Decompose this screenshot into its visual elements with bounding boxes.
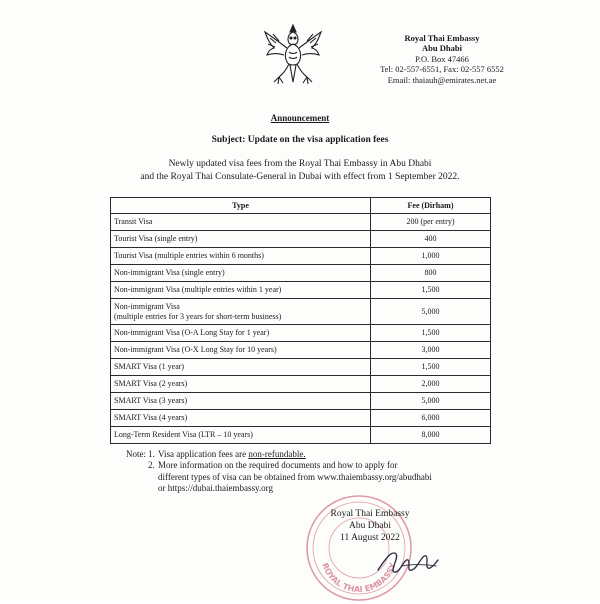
note-2-line-1: More information on the required documents and how to apply for [158, 460, 398, 471]
note-2-line-3: or https://dubai.thaiembassy.org [158, 483, 273, 494]
signature-date: 11 August 2022 [340, 533, 400, 543]
column-header-type: Type [111, 198, 371, 214]
visa-type-cell: Non-immigrant Visa (single entry) [111, 265, 371, 282]
table-row [111, 231, 491, 248]
header-organization: Royal Thai Embassy [404, 33, 480, 43]
note-1-text-start: Visa application fees are [158, 449, 249, 459]
handwritten-signature-icon [372, 540, 442, 580]
note-1 [126, 449, 466, 460]
visa-fee-cell: 6,000 [371, 410, 491, 427]
notes-section [126, 449, 466, 495]
visa-type-cell [111, 299, 371, 325]
note-2-number: 2. [148, 460, 155, 471]
column-header-fee: Fee (Dirham) [371, 198, 491, 214]
subject-line: Subject: Update on the visa application fees [211, 135, 389, 145]
header-city: Abu Dhabi [422, 43, 462, 54]
table-row [111, 393, 491, 410]
table-row [111, 376, 491, 393]
visa-type-cell: Non-immigrant Visa (O-A Long Stay for 1 year) [111, 325, 371, 342]
visa-type-cell: Non-immigrant Visa (O-X Long Stay for 10 years) [111, 342, 371, 359]
note-2-line-2: different types of visa can be obtained from www.thaiembassy.org/abudhabi [158, 471, 432, 482]
table-row [111, 299, 491, 325]
visa-fee-cell: 400 [371, 231, 491, 248]
table-row [111, 265, 491, 282]
visa-fee-cell: 5,000 [371, 299, 491, 325]
visa-fee-cell: 5,000 [371, 393, 491, 410]
intro-line-1: Newly updated visa fees from the Royal Thai Embassy in Abu Dhabi [168, 159, 432, 169]
embassy-header [352, 33, 532, 85]
table-header-row [111, 198, 491, 214]
table-row [111, 248, 491, 265]
table-row [111, 325, 491, 342]
table-row [111, 410, 491, 427]
note-1-text [158, 449, 306, 460]
visa-type-cell: Transit Visa [111, 214, 371, 231]
visa-fee-cell: 200 (per entry) [371, 214, 491, 231]
visa-fee-cell: 1,500 [371, 325, 491, 342]
visa-type-line-2: (multiple entries for 3 years for short-term business) [114, 311, 282, 321]
intro-paragraph [100, 158, 500, 183]
announcement-title [0, 113, 600, 123]
visa-fee-cell: 3,000 [371, 342, 491, 359]
table-row [111, 359, 491, 376]
table-row [111, 342, 491, 359]
intro-line-2: and the Royal Thai Consulate-General in Dubai with effect from 1 September 2022. [140, 171, 460, 182]
visa-fee-cell: 800 [371, 265, 491, 282]
header-tel-fax: Tel: 02-557-6551, Fax: 02-557 6552 [380, 64, 504, 75]
visa-type-cell: SMART Visa (2 years) [111, 376, 371, 393]
stamp-text: ROYAL THAI EMBASSY [320, 561, 398, 595]
note-2 [126, 460, 466, 471]
table-row [111, 427, 491, 444]
header-po-box: P.O. Box 47466 [415, 53, 469, 64]
garuda-emblem-icon [262, 22, 324, 88]
visa-type-cell: Tourist Visa (multiple entries within 6 months) [111, 248, 371, 265]
notes-label: Note: [126, 449, 146, 459]
visa-fee-table [110, 197, 491, 444]
note-1-underlined: non-refundable. [248, 449, 306, 459]
header-email: Email: thaiauh@emirates.net.ae [387, 74, 497, 85]
signature-city: Abu Dhabi [349, 521, 391, 531]
visa-type-cell: SMART Visa (3 years) [111, 393, 371, 410]
visa-type-cell: Long-Term Resident Visa (LTR – 10 years) [111, 427, 371, 444]
visa-type-line-1: Non-immigrant Visa [114, 302, 180, 311]
note-1-number: 1. [148, 449, 155, 459]
table-row [111, 282, 491, 299]
visa-fee-cell: 1,500 [371, 359, 491, 376]
table-row [111, 214, 491, 231]
announcement-title-text: Announcement [270, 113, 330, 123]
visa-type-cell: SMART Visa (1 year) [111, 359, 371, 376]
visa-type-cell: Non-immigrant Visa (multiple entries within 1 year) [111, 282, 371, 299]
visa-fee-cell: 2,000 [371, 376, 491, 393]
signature-organization: Royal Thai Embassy [330, 509, 410, 519]
visa-fee-cell: 1,500 [371, 282, 491, 299]
signature-block [300, 508, 440, 544]
visa-type-cell: SMART Visa (4 years) [111, 410, 371, 427]
visa-fee-cell: 1,000 [371, 248, 491, 265]
visa-type-cell: Tourist Visa (single entry) [111, 231, 371, 248]
visa-fee-cell: 8,000 [371, 427, 491, 444]
